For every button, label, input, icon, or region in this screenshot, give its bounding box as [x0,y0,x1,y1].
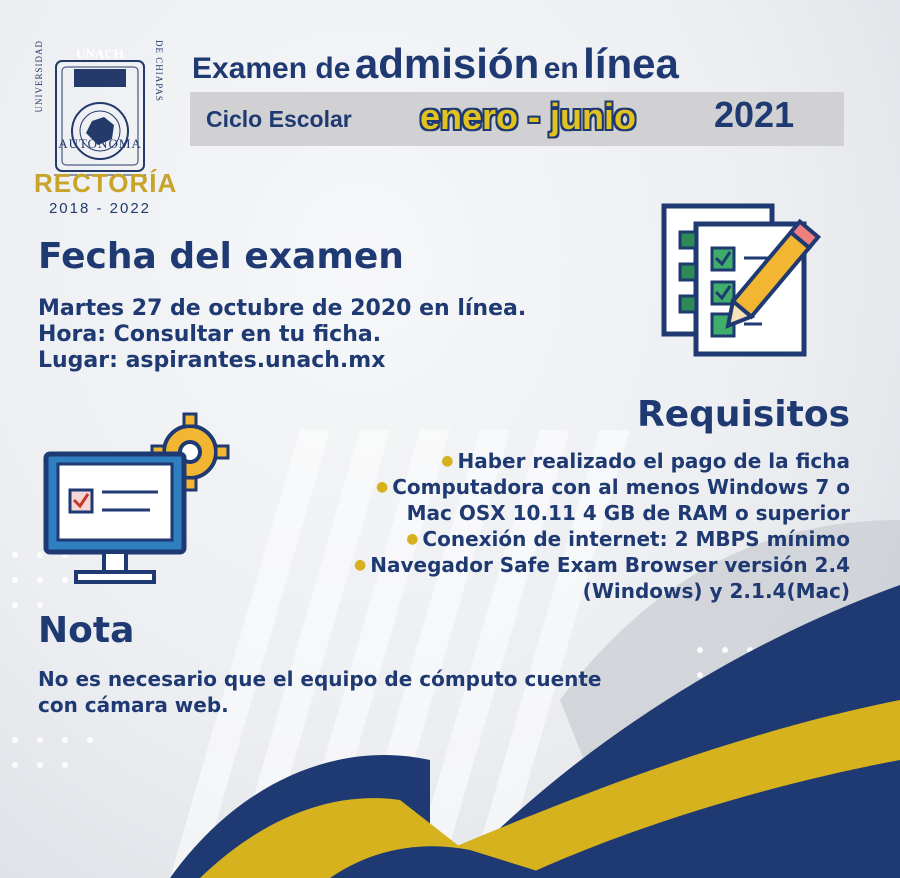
requirement-item: ● Navegador Safe Exam Browser versión 2.4 (Windows) y 2.1.4(Mac) [354,553,850,603]
requirements-list [290,448,850,604]
logo-badge-text: UNACH [76,46,124,61]
logo-arc-right: DE CHIAPAS [154,40,164,102]
department-label: RECTORÍA [34,168,178,198]
period-label: 2018 - 2022 [48,200,152,217]
cycle-label: Ciclo Escolar [206,106,352,132]
note-text: No es necesario que el equipo de cómputo cuente con cámara web. [38,667,602,717]
exam-place-line: Lugar: aspirantes.unach.mx [38,348,386,373]
bullet-icon: ● [354,557,367,573]
computer-with-gear-icon [40,412,240,592]
requirement-item: ● Conexión de internet: 2 MBPS mínimo [406,527,850,551]
page-title: Examen de admisión en línea [192,40,679,87]
exam-date-line: Martes 27 de octubre de 2020 en línea. [38,296,527,321]
cycle-months: enero - junio [420,96,636,137]
note-heading: Nota [38,610,135,651]
requirements-heading: Requisitos [636,394,850,435]
bullet-icon: ● [375,479,389,495]
logo-arc-left: UNIVERSIDAD [34,40,44,113]
exam-time-line: Hora: Consultar en tu ficha. [38,322,382,347]
exam-date-heading: Fecha del examen [38,236,404,277]
logo-arc-bottom: AUTONOMA [58,136,142,151]
requirement-item: ● Haber realizado el pago de la ficha [441,449,850,473]
bullet-icon: ● [406,531,419,547]
requirement-item: ● Computadora con al menos Windows 7 o Mac OSX 10.11 4 GB de RAM o superior [375,475,850,525]
cycle-year: 2021 [714,94,795,135]
checklist-with-pencil-icon [650,200,840,360]
bullet-icon: ● [441,453,454,469]
exam-date-details [38,296,526,374]
